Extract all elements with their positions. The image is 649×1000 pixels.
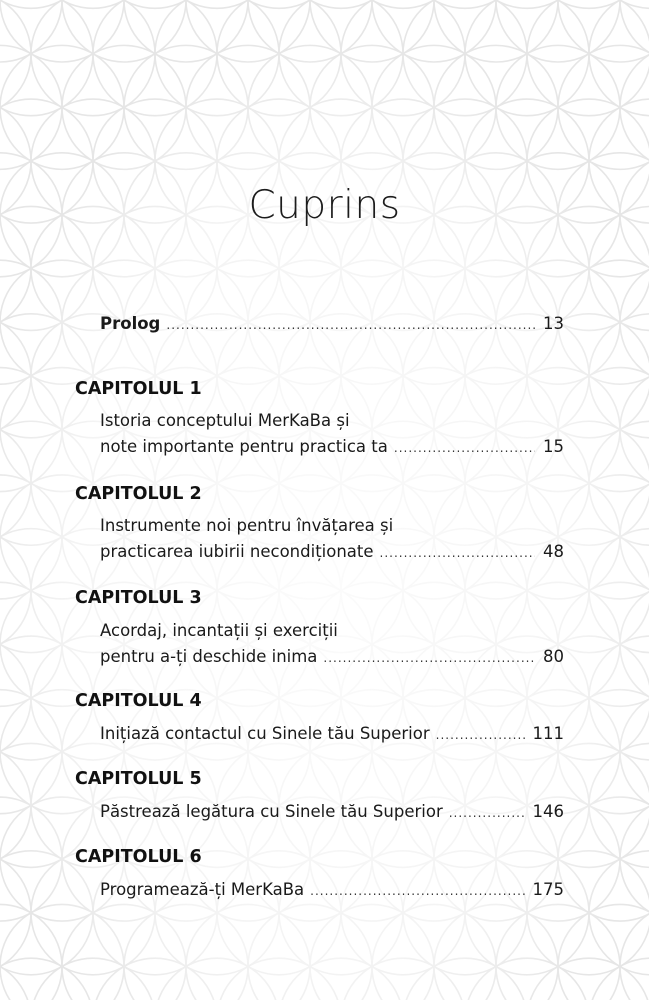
toc-entry-label: note importante pentru practica ta xyxy=(100,437,388,456)
toc-entry-chapter-4[interactable] xyxy=(100,724,564,745)
toc-page-number: 111 xyxy=(532,724,564,743)
toc-entry-title-line[interactable]: Instrumente noi pentru învățarea și xyxy=(100,516,394,535)
dot-leader xyxy=(394,438,535,458)
toc-entry-title-line[interactable]: Acordaj, incantații și exerciții xyxy=(100,621,338,640)
toc-entry-label: pentru a-ți deschide inima xyxy=(100,647,318,666)
chapter-heading-5: CAPITOLUL 5 xyxy=(75,769,202,789)
toc-entry-chapter-5[interactable] xyxy=(100,802,564,823)
chapter-heading-2: CAPITOLUL 2 xyxy=(75,484,202,504)
dot-leader xyxy=(449,803,525,823)
chapter-heading-4: CAPITOLUL 4 xyxy=(75,691,202,711)
toc-entry-label: Păstrează legătura cu Sinele tău Superior xyxy=(100,802,443,821)
toc-entry-chapter-2[interactable] xyxy=(100,542,564,563)
toc-entry-label: Programează-ți MerKaBa xyxy=(100,880,305,899)
toc-entry-label: Prolog xyxy=(100,314,161,333)
toc-page-number: 48 xyxy=(543,542,564,561)
toc-entry-chapter-1[interactable] xyxy=(100,437,564,458)
toc-entry-title-line[interactable]: Istoria conceptului MerKaBa și xyxy=(100,411,350,430)
toc-entry-label: Inițiază contactul cu Sinele tău Superior xyxy=(100,724,430,743)
toc-entry-chapter-3[interactable] xyxy=(100,647,564,668)
toc-entry-chapter-6[interactable] xyxy=(100,880,564,901)
toc-page-number: 80 xyxy=(543,647,564,666)
toc-page-number: 13 xyxy=(543,314,564,333)
chapter-heading-3: CAPITOLUL 3 xyxy=(75,588,202,608)
dot-leader xyxy=(323,648,535,668)
toc-entry-prolog[interactable] xyxy=(100,314,564,335)
dot-leader xyxy=(166,315,535,335)
toc-entry-label: practicarea iubirii necondiționate xyxy=(100,542,374,561)
chapter-heading-6: CAPITOLUL 6 xyxy=(75,847,202,867)
dot-leader xyxy=(436,725,525,745)
dot-leader xyxy=(310,881,524,901)
chapter-heading-1: CAPITOLUL 1 xyxy=(75,379,202,399)
toc-page-number: 15 xyxy=(543,437,564,456)
dot-leader xyxy=(380,543,535,563)
toc-page-number: 175 xyxy=(532,880,564,899)
toc-page-number: 146 xyxy=(532,802,564,821)
page-title: Cuprins xyxy=(248,183,401,228)
